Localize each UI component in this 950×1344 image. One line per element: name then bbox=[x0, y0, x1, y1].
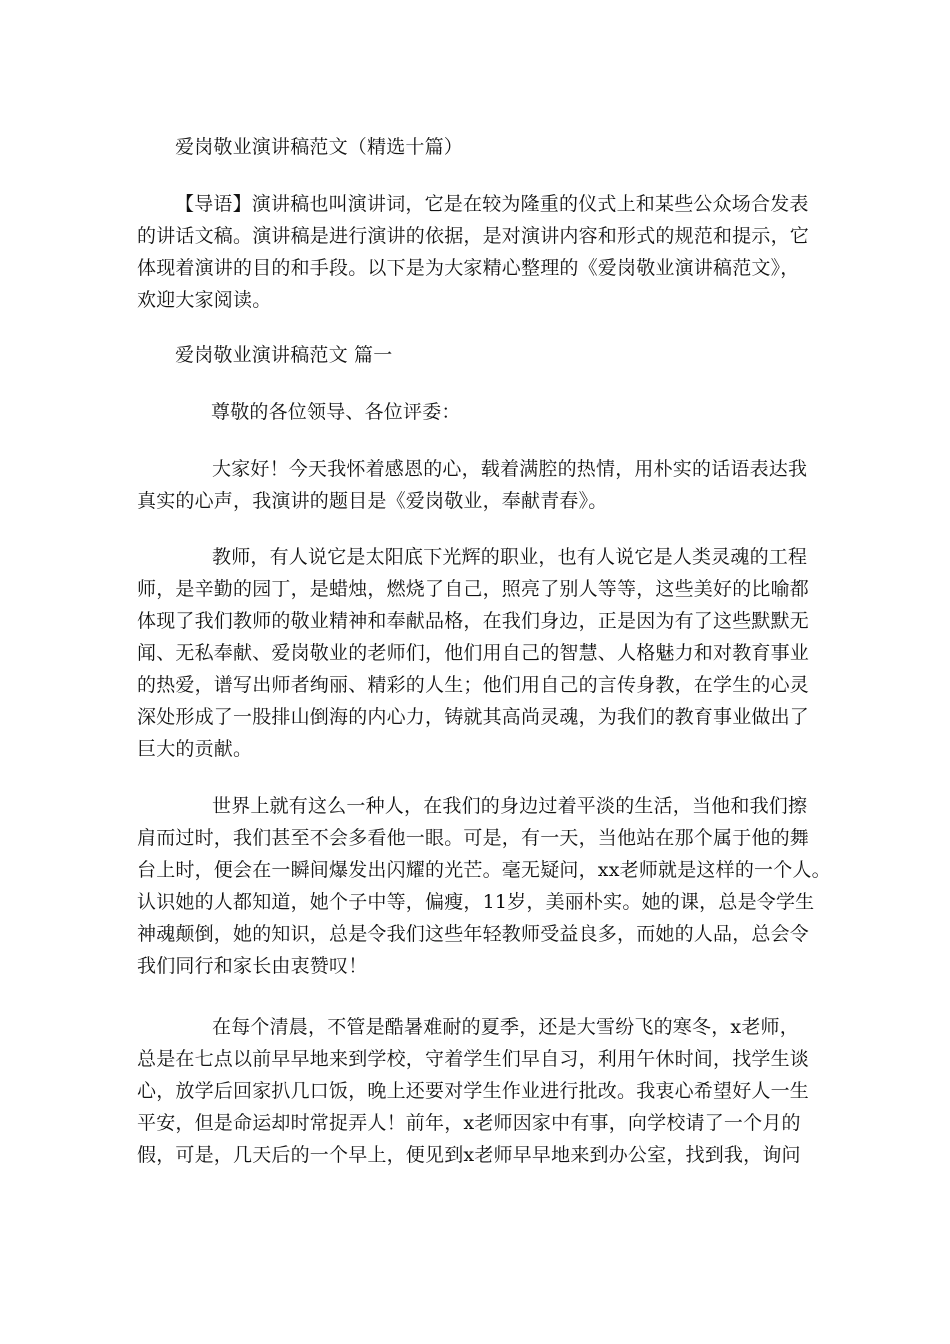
paragraph-line: 心，放学后回家扒几口饭，晚上还要对学生作业进行批改。我衷心希望好人一生 bbox=[137, 1080, 810, 1102]
paragraph-line: 体现了我们教师的敬业精神和奉献品格，在我们身边，正是因为有了这些默默无 bbox=[137, 610, 810, 632]
body-paragraph-1 bbox=[137, 453, 827, 517]
section-title: 爱岗敬业演讲稿范文 篇一 bbox=[175, 344, 393, 366]
document-title: 爱岗敬业演讲稿范文（精选十篇） bbox=[175, 136, 464, 158]
paragraph-line: 认识她的人都知道，她个子中等，偏瘦，11岁，美丽朴实。她的课，总是令学生 bbox=[137, 891, 815, 913]
paragraph-line: 假，可是，几天后的一个早上，便见到x老师早早地来到办公室，找到我，询问 bbox=[137, 1144, 801, 1166]
paragraph-line: 台上时，便会在一瞬间爆发出闪耀的光芒。毫无疑问，xx老师就是这样的一个人。 bbox=[137, 859, 831, 881]
paragraph-line: 平安，但是命运却时常捉弄人！前年，x老师因家中有事，向学校请了一个月的 bbox=[137, 1112, 801, 1134]
salutation: 尊敬的各位领导、各位评委： bbox=[211, 401, 461, 423]
paragraph-line: 神魂颠倒，她的知识，总是令我们这些年轻教师受益良多，而她的人品，总会令 bbox=[137, 923, 810, 945]
body-paragraph-2 bbox=[137, 541, 827, 765]
paragraph-line: 的热爱，谱写出师者绚丽、精彩的人生；他们用自己的言传身教，在学生的心灵 bbox=[137, 674, 810, 696]
intro-line: 【导语】演讲稿也叫演讲词，它是在较为隆重的仪式上和某些公众场合发表 bbox=[175, 193, 809, 215]
paragraph-line: 在每个清晨，不管是酷暑难耐的夏季，还是大雪纷飞的寒冬，x老师， bbox=[212, 1016, 799, 1038]
paragraph-line: 巨大的贡献。 bbox=[137, 738, 253, 760]
paragraph-line: 深处形成了一股排山倒海的内心力，铸就其高尚灵魂，为我们的教育事业做出了 bbox=[137, 706, 810, 728]
intro-paragraph bbox=[137, 188, 827, 316]
intro-line: 的讲话文稿。演讲稿是进行演讲的依据，是对演讲内容和形式的规范和提示，它 bbox=[137, 225, 810, 247]
body-paragraph-3 bbox=[137, 790, 831, 982]
paragraph-line: 教师，有人说它是太阳底下光辉的职业，也有人说它是人类灵魂的工程 bbox=[212, 546, 808, 568]
paragraph-line: 肩而过时，我们甚至不会多看他一眼。可是，有一天，当他站在那个属于他的舞 bbox=[137, 827, 810, 849]
paragraph-line: 闻、无私奉献、爱岗敬业的老师们，他们用自己的智慧、人格魅力和对教育事业 bbox=[137, 642, 810, 664]
paragraph-line: 大家好！今天我怀着感恩的心，载着满腔的热情，用朴实的话语表达我 bbox=[212, 458, 808, 480]
intro-line: 体现着演讲的目的和手段。以下是为大家精心整理的《爱岗敬业演讲稿范文》， bbox=[137, 257, 800, 279]
paragraph-line: 总是在七点以前早早地来到学校，守着学生们早自习，利用午休时间，找学生谈 bbox=[137, 1048, 810, 1070]
body-paragraph-4 bbox=[137, 1011, 827, 1171]
intro-line: 欢迎大家阅读。 bbox=[137, 289, 272, 311]
paragraph-line: 世界上就有这么一种人，在我们的身边过着平淡的生活，当他和我们擦 bbox=[212, 795, 808, 817]
paragraph-line: 真实的心声，我演讲的题目是《爱岗敬业，奉献青春》。 bbox=[137, 490, 608, 512]
paragraph-line: 师，是辛勤的园丁，是蜡烛，燃烧了自己，照亮了别人等等，这些美好的比喻都 bbox=[137, 578, 810, 600]
paragraph-line: 我们同行和家长由衷赞叹！ bbox=[137, 955, 368, 977]
